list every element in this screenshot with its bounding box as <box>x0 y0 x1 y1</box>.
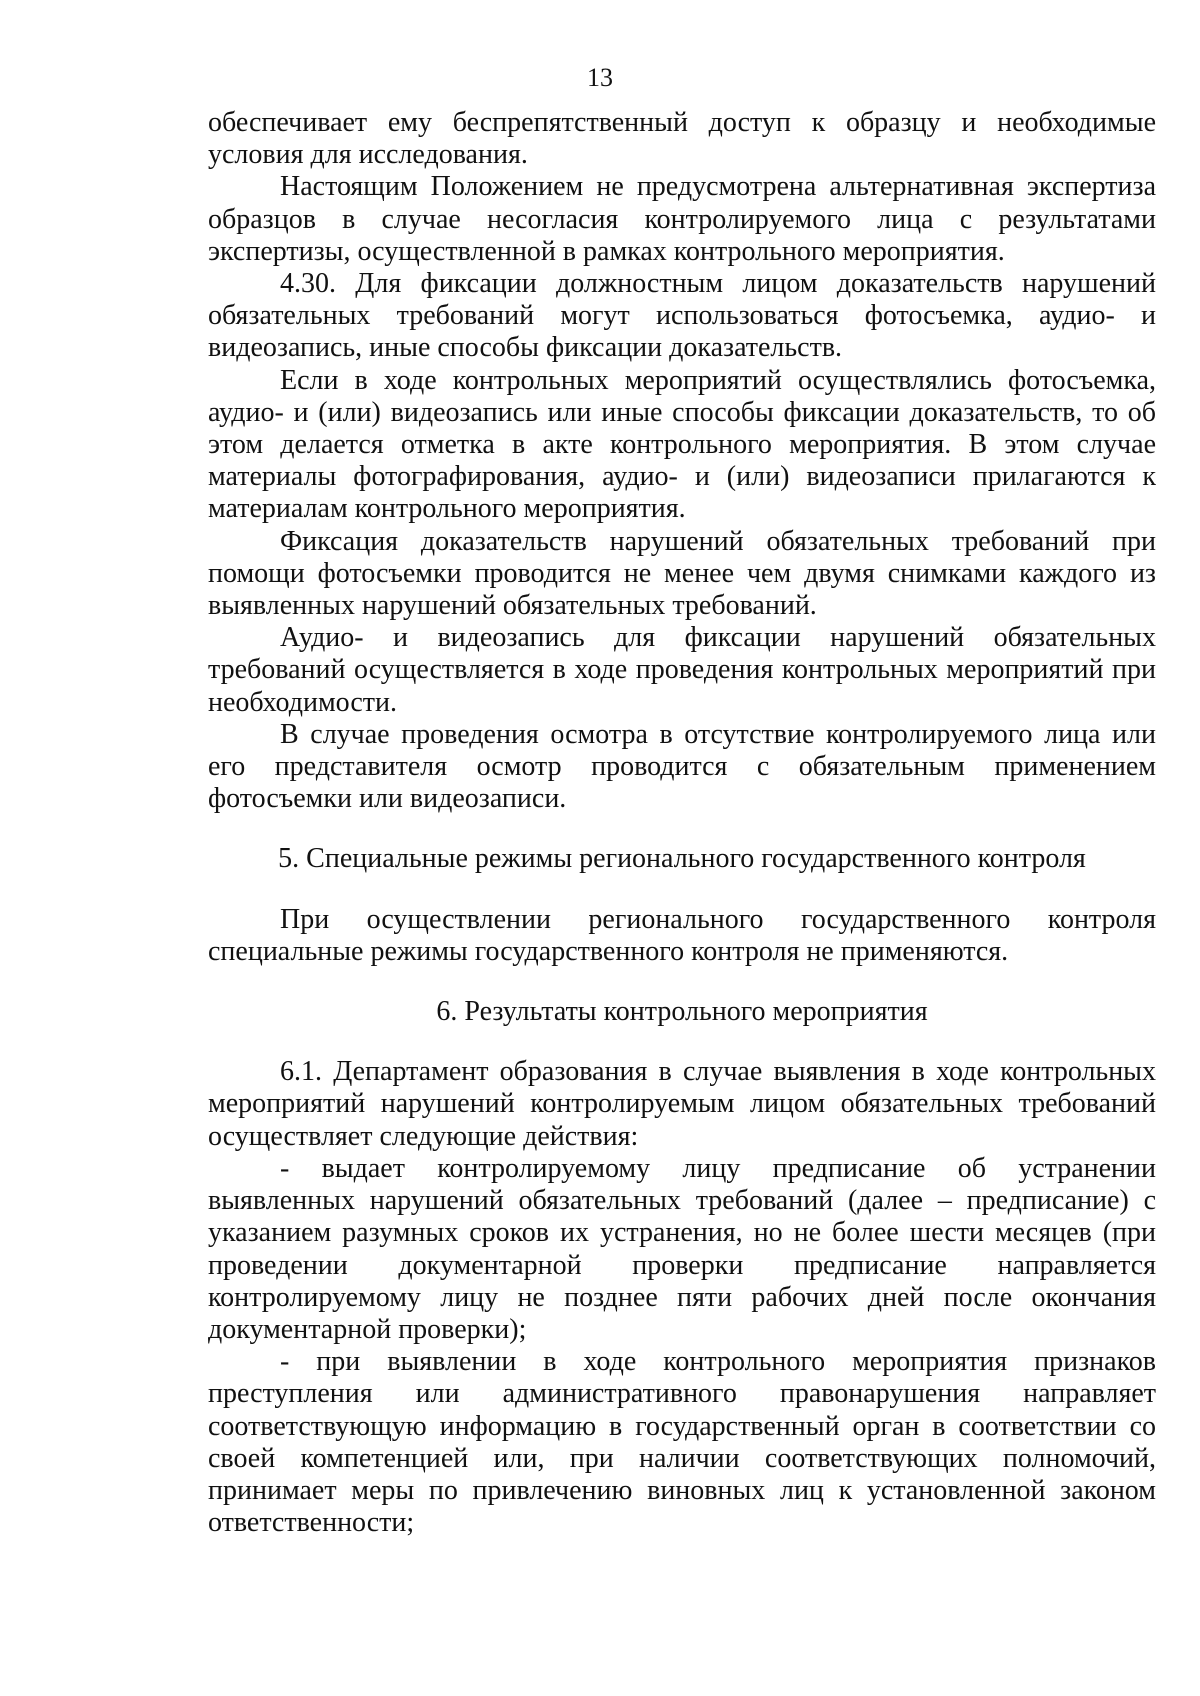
paragraph-recording-note: Если в ходе контрольных мероприятий осуществлялись фотосъемка, аудио- и (или) видеозапись или иные способы фиксации доказательств, то об этом делается отметка в акте контрольного мероприятия. В этом случае материалы фотографирования, аудио- и (или) видеозаписи прилагаются к материалам контрольного мероприятия. <box>208 364 1156 525</box>
list-item-crime-signs: - при выявлении в ходе контрольного мероприятия признаков преступления или административного правонарушения направляет соответствующую информацию в государственный орган в соответствии со своей компетенцией или, при наличии соответствующих полномочий, принимает меры по привлечению виновных лиц к установленной законом ответственности; <box>208 1346 1156 1539</box>
section-heading-6: 6. Результаты контрольного мероприятия <box>436 996 928 1028</box>
paragraph-alternative-expertise: Настоящим Положением не предусмотрена альтернативная экспертиза образцов в случае несогласия контролируемого лица с результатами экспертизы, осуществленной в рамках контрольного мероприятия. <box>208 171 1156 267</box>
paragraph-6-1: 6.1. Департамент образования в случае выявления в ходе контрольных мероприятий нарушений контролируемым лицом обязательных требований осуществляет следующие действия: <box>208 1056 1156 1152</box>
paragraph-inspection-absence: В случае проведения осмотра в отсутствие контролируемого лица или его представителя осмотр проводится с обязательным применением фотосъемки или видеозаписи. <box>208 718 1156 815</box>
paragraph-continuation: обеспечивает ему беспрепятственный доступ к образцу и необходимые условия для исследования. <box>208 107 1156 171</box>
list-item-prescription: - выдает контролируемому лицу предписание об устранении выявленных нарушений обязательных требований (далее – предписание) с указанием разумных сроков их устранения, но не более шести месяцев (при проведении документарной проверки предписание направляется контролируемому лицу не позднее пяти рабочих дней после окончания документарной проверки); <box>208 1152 1156 1345</box>
paragraph-4-30: 4.30. Для фиксации должностным лицом доказательств нарушений обязательных требований могут использоваться фотосъемка, аудио- и видеозапись, иные способы фиксации доказательств. <box>208 268 1156 364</box>
paragraph-audio-video: Аудио- и видеозапись для фиксации нарушений обязательных требований осуществляется в ходе проведения контрольных мероприятий при необходимости. <box>208 622 1156 718</box>
document-body <box>208 107 1156 1539</box>
paragraph-special-regimes: При осуществлении регионального государственного контроля специальные режимы государственного контроля не применяются. <box>208 903 1156 967</box>
section-heading-5: 5. Специальные режимы регионального государственного контроля <box>278 843 1086 875</box>
paragraph-photo-fixation: Фиксация доказательств нарушений обязательных требований при помощи фотосъемки проводится не менее чем двумя снимками каждого из выявленных нарушений обязательных требований. <box>208 525 1156 622</box>
page-number: 13 <box>587 63 613 92</box>
